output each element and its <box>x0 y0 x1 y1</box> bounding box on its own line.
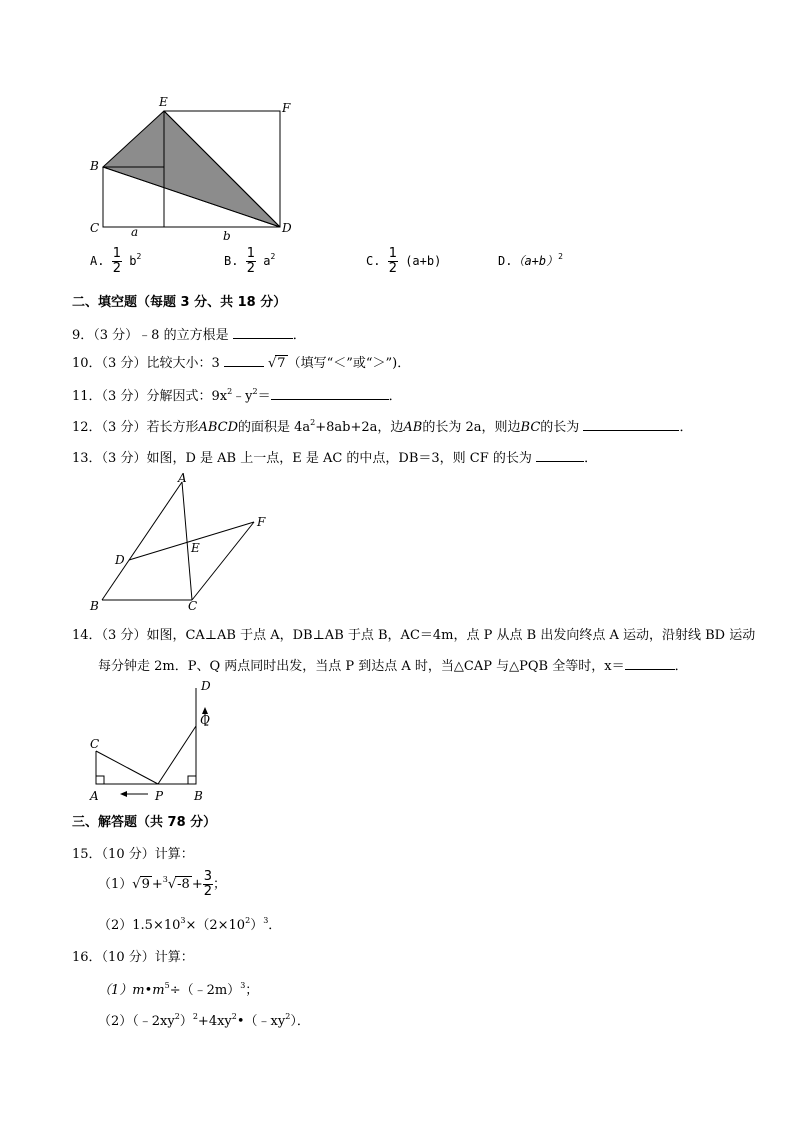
sqrt-symbol: √ <box>268 356 277 371</box>
question-13: 13．（3 分）如图，D 是 AB 上一点，E 是 AC 的中点，DB＝3，则 CF 的长为 ． <box>72 451 598 466</box>
label-D: D <box>115 553 125 567</box>
label-F: F <box>282 101 291 115</box>
answer-blank-9[interactable] <box>233 338 293 339</box>
option-d: $D.(a+b)^2$ <box>498 252 563 268</box>
answer-blank-11[interactable] <box>271 399 389 400</box>
option-a: A. $\frac{1}{2}$ $b^2$ <box>90 246 142 276</box>
question-9: 9．（3 分）﹣8 的立方根是 ． <box>72 328 306 343</box>
label-B: B <box>90 599 99 613</box>
question-14-line2: 每分钟走 2m．P、Q 两点同时出发，当点 P 到达点 A 时，当△CAP 与△PQB 全等时，x＝ ． <box>98 659 688 674</box>
label-C: C <box>188 599 198 613</box>
label-b: b <box>223 229 231 242</box>
question-16-part2: $(2)(﹣2xy^2)^2+4xy^2•(﹣xy^2)$． <box>98 1012 310 1029</box>
label-F: F <box>257 515 266 529</box>
section-fill-in-title: 二、填空题（每题 3 分、共 18 分） <box>72 295 287 310</box>
question-16-part1: $(1)m•m^5\div(﹣2m)^3$； <box>98 981 259 998</box>
question-16-head: 16．（10 分）计算： <box>72 950 194 965</box>
label-E: E <box>159 95 168 109</box>
label-a: a <box>131 225 139 239</box>
question-14-line1: 14．（3 分）如图，CA⊥AB 于点 A，DB⊥AB 于点 B，AC＝4m，点 P 从点 B 出发向终点 A 运动，沿射线 BD 运动 <box>72 628 756 643</box>
label-B: B <box>194 789 203 803</box>
label-C: C <box>90 737 100 751</box>
label-D: D <box>282 221 292 235</box>
answer-blank-10[interactable] <box>224 366 264 367</box>
question-11: 11．（3 分）分解因式：$9x^2﹣y^2=$ ． <box>72 387 402 404</box>
figure-triangle-parallelogram <box>84 470 284 615</box>
label-Q: Q <box>200 713 210 727</box>
label-A: A <box>90 789 99 803</box>
label-B: B <box>90 159 99 173</box>
answer-blank-14[interactable] <box>625 669 675 670</box>
label-P: P <box>155 789 164 803</box>
figure-moving-points <box>84 676 224 806</box>
label-C: C <box>90 221 100 235</box>
question-10: 10．（3 分）比较大小：3 √7 （填写“＜”或“＞”)． <box>72 356 411 371</box>
figure-squares <box>84 92 304 242</box>
answer-blank-13[interactable] <box>536 461 584 462</box>
shaded-triangle <box>103 111 280 227</box>
option-b: B. $\frac{1}{2}$ $a^2$ <box>224 246 276 276</box>
question-15-part2: $(2)1.5\times 10^3\times(2\times 10^2)^3$． <box>98 916 282 933</box>
question-15-part1: （1）√9 +$^3$√-8 + $\frac{3}{2}$ ； <box>98 869 227 899</box>
question-15-head: 15．（10 分）计算： <box>72 847 194 862</box>
option-c: C. $\frac{1}{2}$ (a+b) <box>366 246 442 276</box>
answer-blank-12[interactable] <box>583 430 679 431</box>
label-E: E <box>191 541 200 555</box>
label-D: D <box>201 679 211 693</box>
section-solutions-title: 三、解答题（共 78 分） <box>72 815 217 830</box>
question-12: 12．（3 分）若长方形ABCD的面积是 $4a^2+8ab+2a$，边AB的长为 2a，则边BC的长为 ． <box>72 418 693 435</box>
label-A: A <box>178 471 187 485</box>
